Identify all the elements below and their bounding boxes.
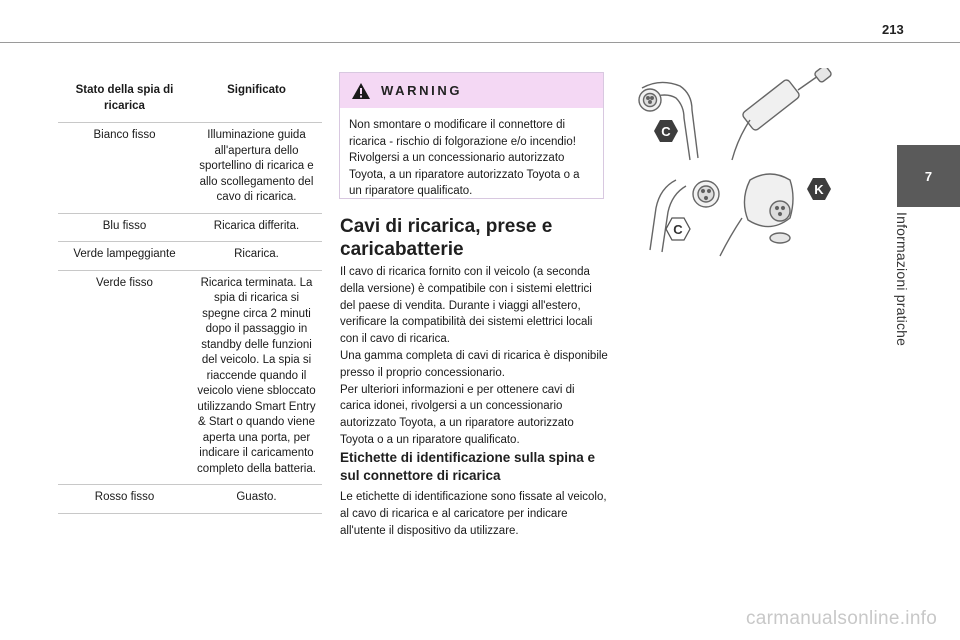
label-c-hexagon-icon bbox=[654, 120, 678, 142]
warning-title: WARNING bbox=[381, 83, 463, 98]
table-cell-meaning: Ricarica terminata. La spia di ricarica si spegne circa 2 minuti dopo il passaggio in standby delle funzioni del veicolo. La spia si riaccende quando il veicolo viene sbloccato utilizzando Smart Entry & Start o quando viene aperta una porta, per indicare il caricamento completo della batteria. bbox=[191, 270, 322, 485]
table-row bbox=[58, 213, 322, 242]
section-title: Cavi di ricarica, prese e caricabatterie bbox=[340, 216, 553, 260]
chapter-title-text: Informazioni pratiche bbox=[894, 212, 910, 347]
chapter-number: 7 bbox=[924, 168, 933, 184]
charger-box-icon bbox=[732, 68, 832, 160]
table-cell-meaning: Ricarica. bbox=[191, 242, 322, 271]
table-header-state: Stato della spia di ricarica bbox=[75, 84, 174, 112]
label-c-outline-text: C bbox=[673, 222, 683, 237]
chapter-title bbox=[894, 212, 916, 372]
label-c-text: C bbox=[661, 124, 671, 139]
table-row bbox=[58, 242, 322, 271]
label-c-outline-hexagon-icon bbox=[666, 218, 690, 240]
vehicle-socket-icon bbox=[720, 174, 793, 256]
table-cell-meaning: Illuminazione guida all'apertura dello sportellino di ricarica e allo scollegamento del cavo di ricarica. bbox=[191, 123, 322, 214]
chapter-tab[interactable] bbox=[897, 145, 960, 207]
table-header-row bbox=[58, 73, 322, 123]
charge-light-status-table bbox=[58, 73, 322, 514]
table-row bbox=[58, 485, 322, 514]
label-k-hexagon-icon bbox=[807, 178, 831, 200]
subsection-text: Le etichette di identificazione sono fissate al veicolo, al cavo di ricarica e al caricatore per indicare all'utente il dispositivo da utilizzare. bbox=[340, 491, 607, 537]
header-rule bbox=[0, 42, 960, 43]
table-cell-meaning: Ricarica differita. bbox=[191, 213, 322, 242]
section-paragraph: Il cavo di ricarica fornito con il veicolo (a seconda della versione) è compatibile con i sistemi elettrici del paese di vendita. Durante i viaggi all'estero, verificare la compatibilità dei sistemi elettrici locali con il cavo di ricarica. bbox=[340, 266, 593, 346]
table-cell-state: Blu fisso bbox=[58, 213, 191, 242]
table-row bbox=[58, 123, 322, 214]
warning-triangle-icon bbox=[351, 82, 371, 100]
page-number: 213 bbox=[882, 22, 904, 37]
table-cell-state: Verde fisso bbox=[58, 270, 191, 485]
charging-connectors-illustration bbox=[620, 68, 850, 258]
table-cell-state: Rosso fisso bbox=[58, 485, 191, 514]
table-cell-meaning: Guasto. bbox=[191, 485, 322, 514]
section-body bbox=[340, 264, 608, 449]
table-header-meaning: Significato bbox=[227, 84, 286, 96]
warning-text: Non smontare o modificare il connettore di ricarica - rischio di folgorazione e/o incendio! Rivolgersi a un concessionario autorizzato Toyota, a un riparatore autorizzato Toyota o a un riparatore qualificato. bbox=[349, 119, 580, 197]
ccs-connector-icon bbox=[650, 180, 719, 252]
table-row bbox=[58, 270, 322, 485]
table-cell-state: Verde lampeggiante bbox=[58, 242, 191, 271]
subsection-title: Etichette di identificazione sulla spina e sul connettore di ricarica bbox=[340, 450, 596, 483]
section-paragraph: Per ulteriori informazioni e per ottenere cavi di carica idonei, rivolgersi a un concessionario autorizzato Toyota, a un riparatore autorizzato Toyota o a un riparatore qualificato. bbox=[340, 383, 575, 446]
table-cell-state: Bianco fisso bbox=[58, 123, 191, 214]
warning-header bbox=[340, 73, 603, 108]
watermark: carmanualsonline.info bbox=[746, 608, 938, 629]
warning-box bbox=[339, 72, 604, 199]
section-paragraph: Una gamma completa di cavi di ricarica è disponibile presso il proprio concessionario. bbox=[340, 349, 608, 379]
label-k-text: K bbox=[814, 182, 824, 197]
